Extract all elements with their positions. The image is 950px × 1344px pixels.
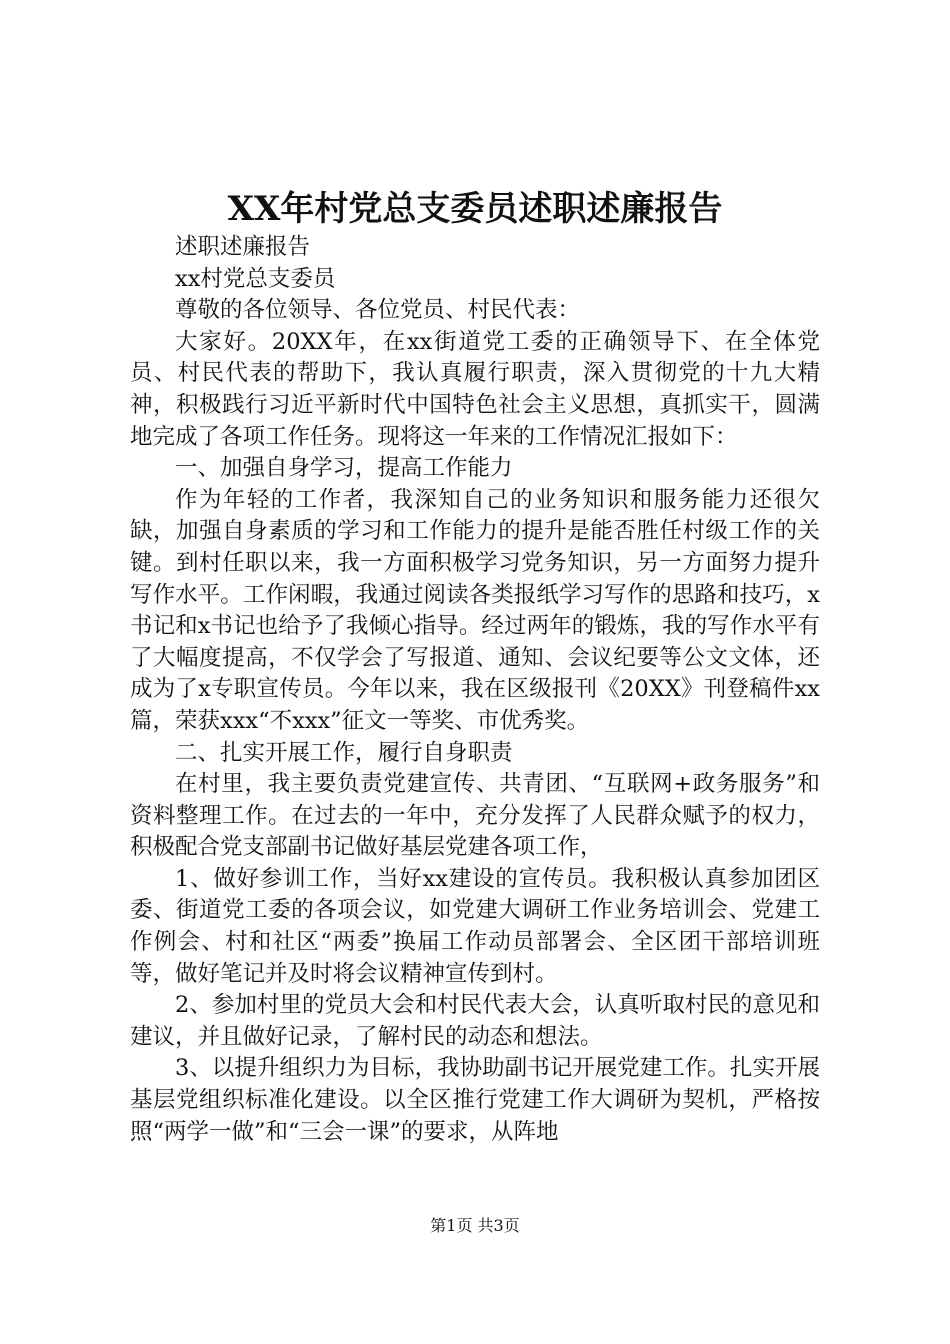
section-heading-2: 二、扎实开展工作，履行自身职责 xyxy=(175,739,513,766)
paragraph-duties: 在村里，我主要负责党建宣传、共青团、“互联网+政务服务”和资料整理工作。在过去的一年中，充分发挥了人民群众赋予的权力，积极配合党支部副书记做好基层党建各项工作， xyxy=(130,771,820,861)
paragraph-item-2: 2、参加村里的党员大会和村民代表大会，认真听取村民的意见和建议，并且做好记录，了解村民的动态和想法。 xyxy=(130,992,820,1050)
paragraph-study: 作为年轻的工作者，我深知自己的业务知识和服务能力还很欠缺，加强自身素质的学习和工作能力的提升是能否胜任村级工作的关键。到村任职以来，我一方面积极学习党务知识，另一方面努力提升写作水平。工作闲暇，我通过阅读各类报纸学习写作的思路和技巧，x书记和x书记也给予了我倾心指导。经过两年的锻炼，我的写作水平有了大幅度提高，不仅学会了写报道、通知、会议纪要等公文文体，还成为了x专职宣传员。今年以来，我在区级报刊《20XX》刊登稿件xx篇，荣获xxx“不xxx”征文一等奖、市优秀奖。 xyxy=(130,486,820,734)
document-body xyxy=(130,232,820,1148)
paragraph-item-1: 1、做好参训工作，当好xx建设的宣传员。我积极认真参加团区委、街道党工委的各项会议，如党建大调研工作业务培训会、党建工作例会、村和社区“两委”换届工作动员部署会、全区团干部培训班等，做好笔记并及时将会议精神宣传到村。 xyxy=(130,865,820,987)
paragraph-salutation: 尊敬的各位领导、各位党员、村民代表： xyxy=(175,297,581,324)
paragraph-intro: 大家好。20XX年，在xx街道党工委的正确领导下、在全体党员、村民代表的帮助下，我认真履行职责，深入贯彻党的十九大精神，积极践行习近平新时代中国特色社会主义思想，真抓实干，圆满地完成了各项工作任务。现将这一年来的工作情况汇报如下： xyxy=(130,328,820,450)
section-heading-1: 一、加强自身学习，提高工作能力 xyxy=(175,455,513,482)
page-number: 第1页 共3页 xyxy=(430,1216,520,1235)
document-title: XX年村党总支委员述职述廉报告 xyxy=(227,189,723,229)
paragraph-item-3: 3、以提升组织力为目标，我协助副书记开展党建工作。扎实开展基层党组织标准化建设。以全区推行党建工作大调研为契机，严格按照“两学一做”和“三会一课”的要求，从阵地 xyxy=(130,1055,820,1145)
paragraph-report-label: 述职述廉报告 xyxy=(175,234,311,260)
paragraph-author: xx村党总支委员 xyxy=(175,265,336,292)
